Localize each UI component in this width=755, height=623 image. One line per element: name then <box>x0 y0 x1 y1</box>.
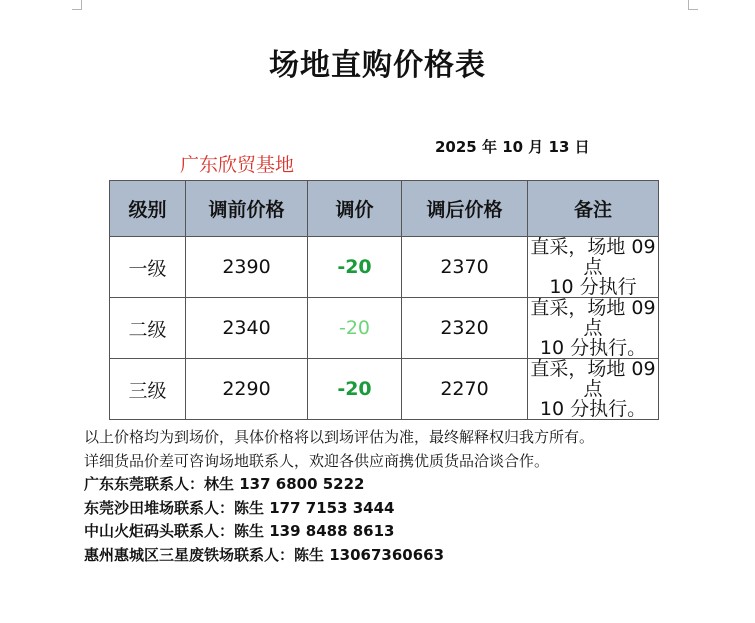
price-after-cell: 2370 <box>402 237 528 298</box>
table-row <box>110 359 659 420</box>
grade-cell: 二级 <box>110 298 186 359</box>
header-price-before: 调前价格 <box>186 181 308 237</box>
note-line-pricing: 以上价格均为到场价，具体价格将以到场评估为准，最终解释权归我方所有。 <box>84 428 595 446</box>
remark-cell <box>528 359 659 420</box>
crop-mark-top-left <box>72 0 82 10</box>
header-adjustment: 调价 <box>308 181 402 237</box>
grade-cell: 三级 <box>110 359 186 420</box>
adjustment-cell: -20 <box>308 359 402 420</box>
header-remarks: 备注 <box>528 181 659 237</box>
date-label: 2025 年 10 月 13 日 <box>435 138 590 156</box>
remark-line: 10 分执行。 <box>539 337 647 359</box>
contact-shatian-yard: 东莞沙田堆场联系人：陈生 177 7153 3444 <box>84 498 395 517</box>
crop-mark-top-right <box>688 0 698 10</box>
header-grade: 级别 <box>110 181 186 237</box>
price-after-cell: 2270 <box>402 359 528 420</box>
adjustment-cell: -20 <box>308 237 402 298</box>
base-name: 广东欣贸基地 <box>180 154 295 176</box>
note-line-contact-info: 详细货品价差可咨询场地联系人，欢迎各供应商携优质货品洽谈合作。 <box>84 451 550 470</box>
price-before-cell: 2290 <box>186 359 308 420</box>
remark-line: 直采，场地 09 点 <box>530 236 656 278</box>
remark-line: 直采，场地 09 点 <box>530 358 656 400</box>
table-header-row <box>110 181 659 237</box>
adjustment-cell: -20 <box>308 298 402 359</box>
remark-cell <box>528 237 659 298</box>
page-title: 场地直购价格表 <box>269 48 486 83</box>
remark-line: 10 分执行 <box>549 276 637 298</box>
price-after-cell: 2320 <box>402 298 528 359</box>
price-before-cell: 2390 <box>186 237 308 298</box>
remark-cell <box>528 298 659 359</box>
grade-cell: 一级 <box>110 237 186 298</box>
table-row <box>110 298 659 359</box>
price-table <box>109 180 659 420</box>
remark-line: 10 分执行。 <box>539 398 647 420</box>
table-row <box>110 237 659 298</box>
contact-dongguan: 广东东莞联系人：林生 137 6800 5222 <box>84 475 365 493</box>
notes-block <box>84 426 744 567</box>
header-price-after: 调后价格 <box>402 181 528 237</box>
contact-huizhou-scrap-yard: 惠州惠城区三星废铁场联系人：陈生 13067360663 <box>84 545 445 564</box>
price-before-cell: 2340 <box>186 298 308 359</box>
contact-zhongshan-torch-port: 中山火炬码头联系人：陈生 139 8488 8613 <box>84 522 395 540</box>
remark-line: 直采，场地 09 点 <box>530 297 656 339</box>
